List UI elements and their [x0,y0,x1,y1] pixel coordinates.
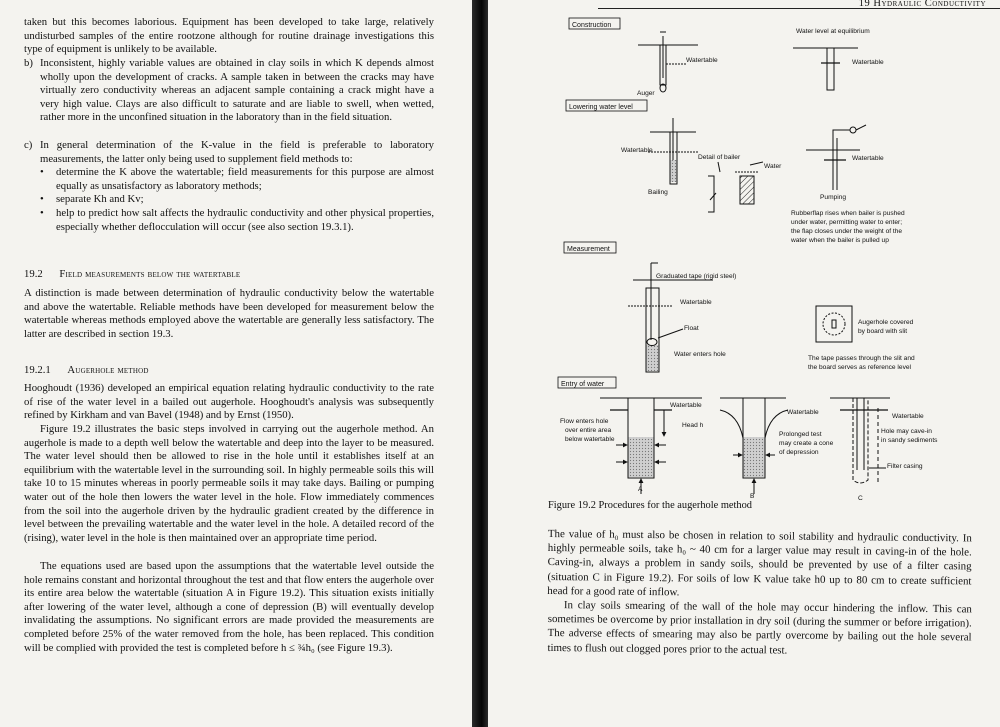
detail-bailer-label: Detail of bailer [698,154,741,161]
watertable-label-8: Watertable [892,413,924,420]
watertable-label-5: Watertable [680,299,712,306]
entry-of-water-label: Entry of water [561,381,605,388]
cave-in-line-1: Hole may cave-in [881,428,932,435]
bailing-label: Bailing [648,189,668,196]
filter-casing [853,398,868,483]
auger-label: Auger [637,90,655,97]
section-heading [24,268,240,280]
rubberflap-line-4: water when the bailer is pulled up [791,237,889,244]
situation-c-label: C [858,495,863,502]
prolonged-line-1: Prolonged test [779,431,822,438]
paragraph-equation-assumptions: The equations used are based upon the assumptions that the watertable level outside the hole remains constant and horizontal throughout the test and that flow enters the augerhole over its entire area below the watertable (situation A in Figure 19.2). This situation exists initially after lowering of the water level, although a cone of depression (B) will eventually develop invalidating the assumptions. No significant errors are made provided the measurements are completed before 25% of the water removed from the hole, has been replaced. This condition will be complied with provided the test is completed before h ≤ ¾h₀ (see Figure 19.3). [24,560,434,654]
equilibrium-hole [827,48,834,90]
water-label: Water [764,163,782,170]
watertable-label-6: Watertable [670,402,702,409]
rubberflap-line-3: the flap closes under the weight of the [791,228,903,235]
situation-b-label: B [750,493,755,500]
subsection-title: Augerhole method [67,364,149,376]
flow-enters-line-3: below watertable [565,436,615,443]
book-gutter [472,0,488,727]
board-with-slit [816,306,852,342]
watertable-label-3: Watertable [621,147,653,154]
flow-enters-line-2: over entire area [565,427,612,434]
watertable-label-4: Watertable [852,155,884,162]
bullet-item-2 [40,193,434,207]
graduated-tape-label: Graduated tape (rigid steel) [656,273,737,280]
running-head: 19 Hydraulic Conductivity [858,0,986,9]
list-label-b: b) [24,57,33,69]
bullet-text-3: help to predict how salt affects the hydraulic conductivity and other physical properties, especially whether deflocculation will occur (see also section 19.3.1). [56,207,434,233]
panel-entry-of-water [558,377,938,502]
bullet-text-1: determine the K above the watertable; field measurements for this purpose are almost equally as unsatisfactory as laboratory methods; [56,166,434,192]
watertable-label-2: Watertable [852,59,884,66]
paragraph-intro-continuation: taken but this becomes laborious. Equipment has been developed to take large, relatively undisturbed samples of the entire rootzone although for routine drainage investigations this type of equipment is unlikely to be available. [24,16,434,56]
bullet-item-1 [40,166,434,193]
watertable-label-7: Watertable [787,409,819,416]
float-label: Float [684,325,699,332]
list-item-b [24,57,434,125]
bullet-dot: • [40,193,44,205]
panel-lowering-water-level [566,100,905,244]
construction-label: Construction [572,22,612,29]
section-title: Field measurements below the watertable [59,268,241,280]
list-item-c [24,139,434,166]
bailer-detail [740,176,754,204]
augerhole-covered-line-1: Augerhole covered [858,319,914,326]
paragraph-h0-value: The value of h₀ must also be chosen in relation to soil stability and hydraulic conductivity. In highly permeable soils, take h₀ ~ 40 cm for a larger value may result in caving-in of the hole. Caving-in, always a problem in sandy soils, should be prevented by use of a filter casing (situation C in Figure 19.2). For soils of low K value take h0 up to 80 cm to create sufficient head for a good rate of inflow. [547,527,972,599]
head-h-label: Head h [682,422,704,429]
prolonged-line-2: may create a cone [779,440,834,447]
lowering-label: Lowering water level [569,104,633,111]
section-number: 19.2 [24,268,43,280]
list-text-c: In general determination of the K-value in the field is preferable to laboratory measurements, the latter only being used to supplement field methods to: [40,139,434,165]
measurement-label: Measurement [567,246,610,253]
right-page [488,0,1000,727]
rubberflap-line-1: Rubberflap rises when bailer is pushed [791,210,905,217]
panel-construction [569,18,884,97]
bullet-dot: • [40,207,44,219]
figure-caption: Figure 19.2 Procedures for the augerhole method [548,500,753,511]
list-label-c: c) [24,139,33,151]
situation-a-label: A [638,486,643,493]
tape-passes-line-1: The tape passes through the slit and [808,355,915,362]
tape-passes-line-2: the board serves as reference level [808,364,911,371]
watertable-label: Watertable [686,57,718,64]
float [647,339,657,346]
rubberflap-line-2: under water, permitting water to enter; [791,219,903,226]
section-intro-paragraph: A distinction is made between determination of hydraulic conductivity below the watertable and above the watertable. Reliable methods have been developed for measurement below the watertable whereas methods employed above the watertable are generally less satisfactory. The latter are described in section 19.3. [24,287,434,340]
list-text-b: Inconsistent, highly variable values are obtained in clay soils in which K depends almost wholly upon the development of cracks. A sample taken in between the cracks may have virtually zero conductivity whereas an adjacent sample containing a crack might have a very high value. Clays are also difficult to saturate and are liable to swell, when wetted, rather more in the unconfined situation in the laboratory than in the field situation. [40,57,434,124]
augerhole-covered-line-2: by board with slit [858,328,908,335]
paragraph-clay-smearing: In clay soils smearing of the wall of the hole may occur hindering the inflow. This can sometimes be overcome by prior installation in dry soil (during the summer or before irrigation). The adverse effects of smearing may also be partly overcome by bailing out the hole several times to flush out clogged pores prior to the actual test. [547,599,972,657]
prolonged-line-3: of depression [779,449,819,456]
subsection-number: 19.2.1 [24,364,51,376]
pumping-label: Pumping [820,194,847,201]
paragraph-hooghoudt: Hooghoudt (1936) developed an empirical equation relating hydraulic conductivity to the rate of rise of the water level in a bailed out augerhole. Hooghoudt's analysis was subsequently refined by Kirkham and van Bavel (1948) and by Ernst (1950). [24,382,434,422]
water-level-equilibrium-label: Water level at equilibrium [796,28,870,35]
left-page [0,0,472,727]
flow-enters-line-1: Flow enters hole [560,418,609,425]
filter-casing-label: Filter casing [887,463,923,470]
paragraph-figure-description: Figure 19.2 illustrates the basic steps involved in carrying out the augerhole method. An augerhole is made to a depth well below the watertable and deep into the layer to be measured. The water level should then be allowed to rise in the hole until it establishes itself at an equilibrium with the watertable level in the surrounding soil. In highly permeable soils this will take 10 to 15 minutes whereas in poorly permeable soils it may take days. Bailing or pumping water out of the hole then lowers the water level in the hole. Flow immediately commences from the soil into the augerhole driven by the hydraulic gradient created by the difference in level between the prevailing watertable and the water level in the hole. A detailed record of the (rising), water level in the hole is then maintained over an appropriate time period. [24,423,434,544]
bullet-dot: • [40,166,44,178]
cave-in-line-2: in sandy sediments [881,437,938,444]
bullet-item-3 [40,207,434,234]
panel-measurement [564,242,915,372]
bullet-text-2: separate Kh and Kv; [56,193,144,205]
subsection-heading [24,364,149,376]
water-enters-hole-label: Water enters hole [674,351,726,358]
